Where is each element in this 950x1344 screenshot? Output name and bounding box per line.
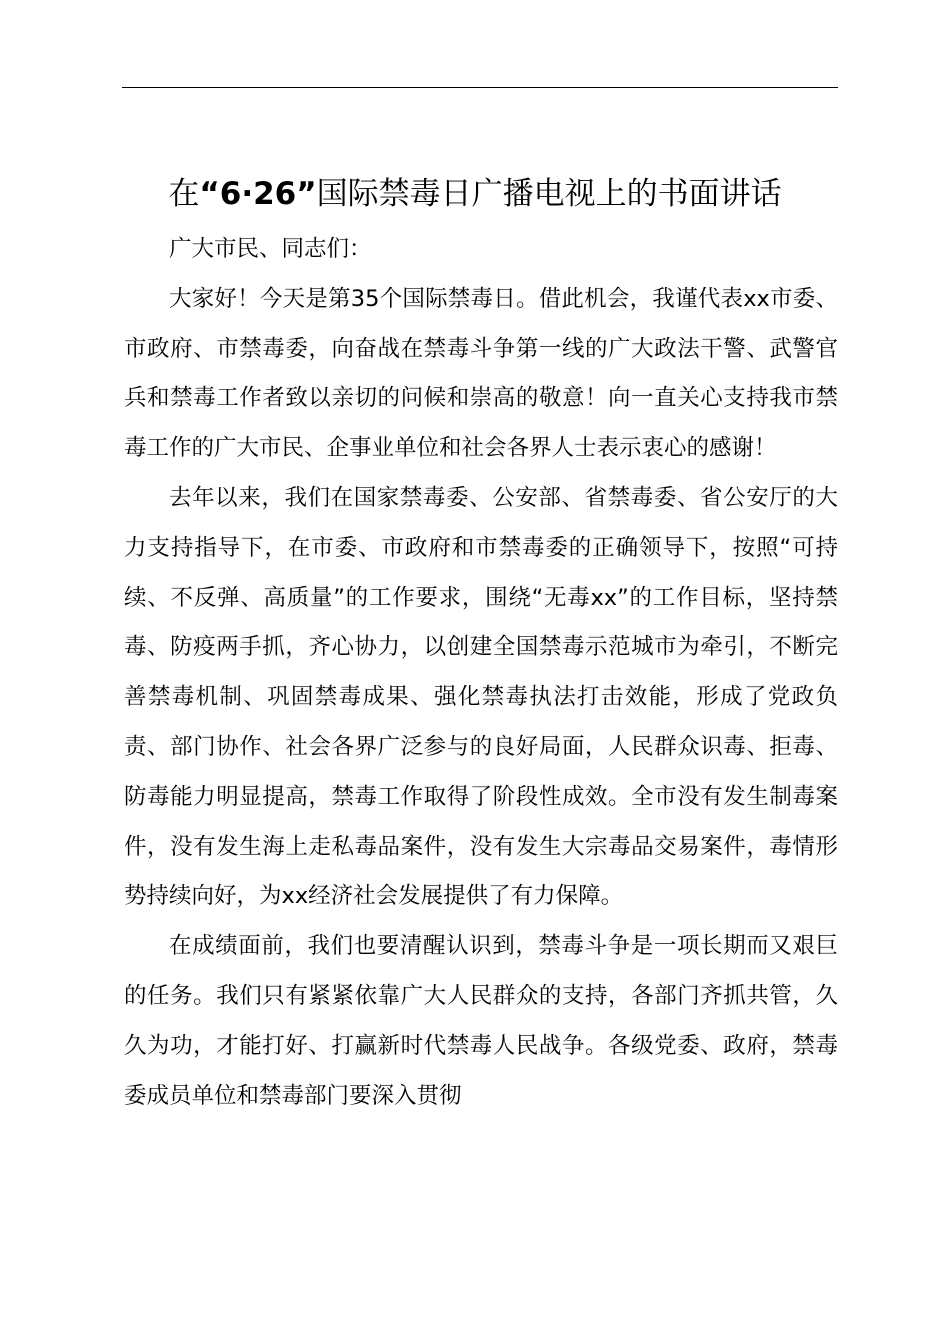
paragraph-2: 去年以来，我们在国家禁毒委、公安部、省禁毒委、省公安厅的大力支持指导下，在市委、市政府和市禁毒委的正确领导下，按照“可持续、不反弹、高质量”的工作要求，围绕“无毒xx”的工作目标，坚持禁毒、防疫两手抓，齐心协力，以创建全国禁毒示范城市为牵引，不断完善禁毒机制、巩固禁毒成果、强化禁毒执法打击效能，形成了党政负责、部门协作、社会各界广泛参与的良好局面，人民群众识毒、拒毒、防毒能力明显提高，禁毒工作取得了阶段性成效。全市没有发生制毒案件，没有发生海上走私毒品案件，没有发生大宗毒品交易案件，毒情形势持续向好，为xx经济社会发展提供了有力保障。 (124, 484, 838, 910)
title-suffix: 国际禁毒日广播电视上的书面讲话 (316, 175, 782, 212)
title-prefix: 在 (168, 175, 200, 212)
page-title (0, 169, 950, 219)
paragraph-1: 大家好！今天是第35个国际禁毒日。借此机会，我谨代表xx市委、市政府、市禁毒委，向奋战在禁毒斗争第一线的广大政法干警、武警官兵和禁毒工作者致以亲切的问候和崇高的敬意！向一直关心支持我市禁毒工作的广大市民、企事业单位和社会各界人士表示衷心的感谢！ (124, 285, 838, 462)
paragraph-3: 在成绩面前，我们也要清醒认识到，禁毒斗争是一项长期而又艰巨的任务。我们只有紧紧依靠广大人民群众的支持，各部门齐抓共管，久久为功，才能打好、打赢新时代禁毒人民战争。各级党委、政府，禁毒委成员单位和禁毒部门要深入贯彻 (124, 933, 838, 1109)
header-rule (122, 87, 838, 88)
title-number: “6·26” (199, 175, 317, 212)
document-body (124, 225, 838, 1121)
greeting: 广大市民、同志们： (169, 236, 372, 262)
